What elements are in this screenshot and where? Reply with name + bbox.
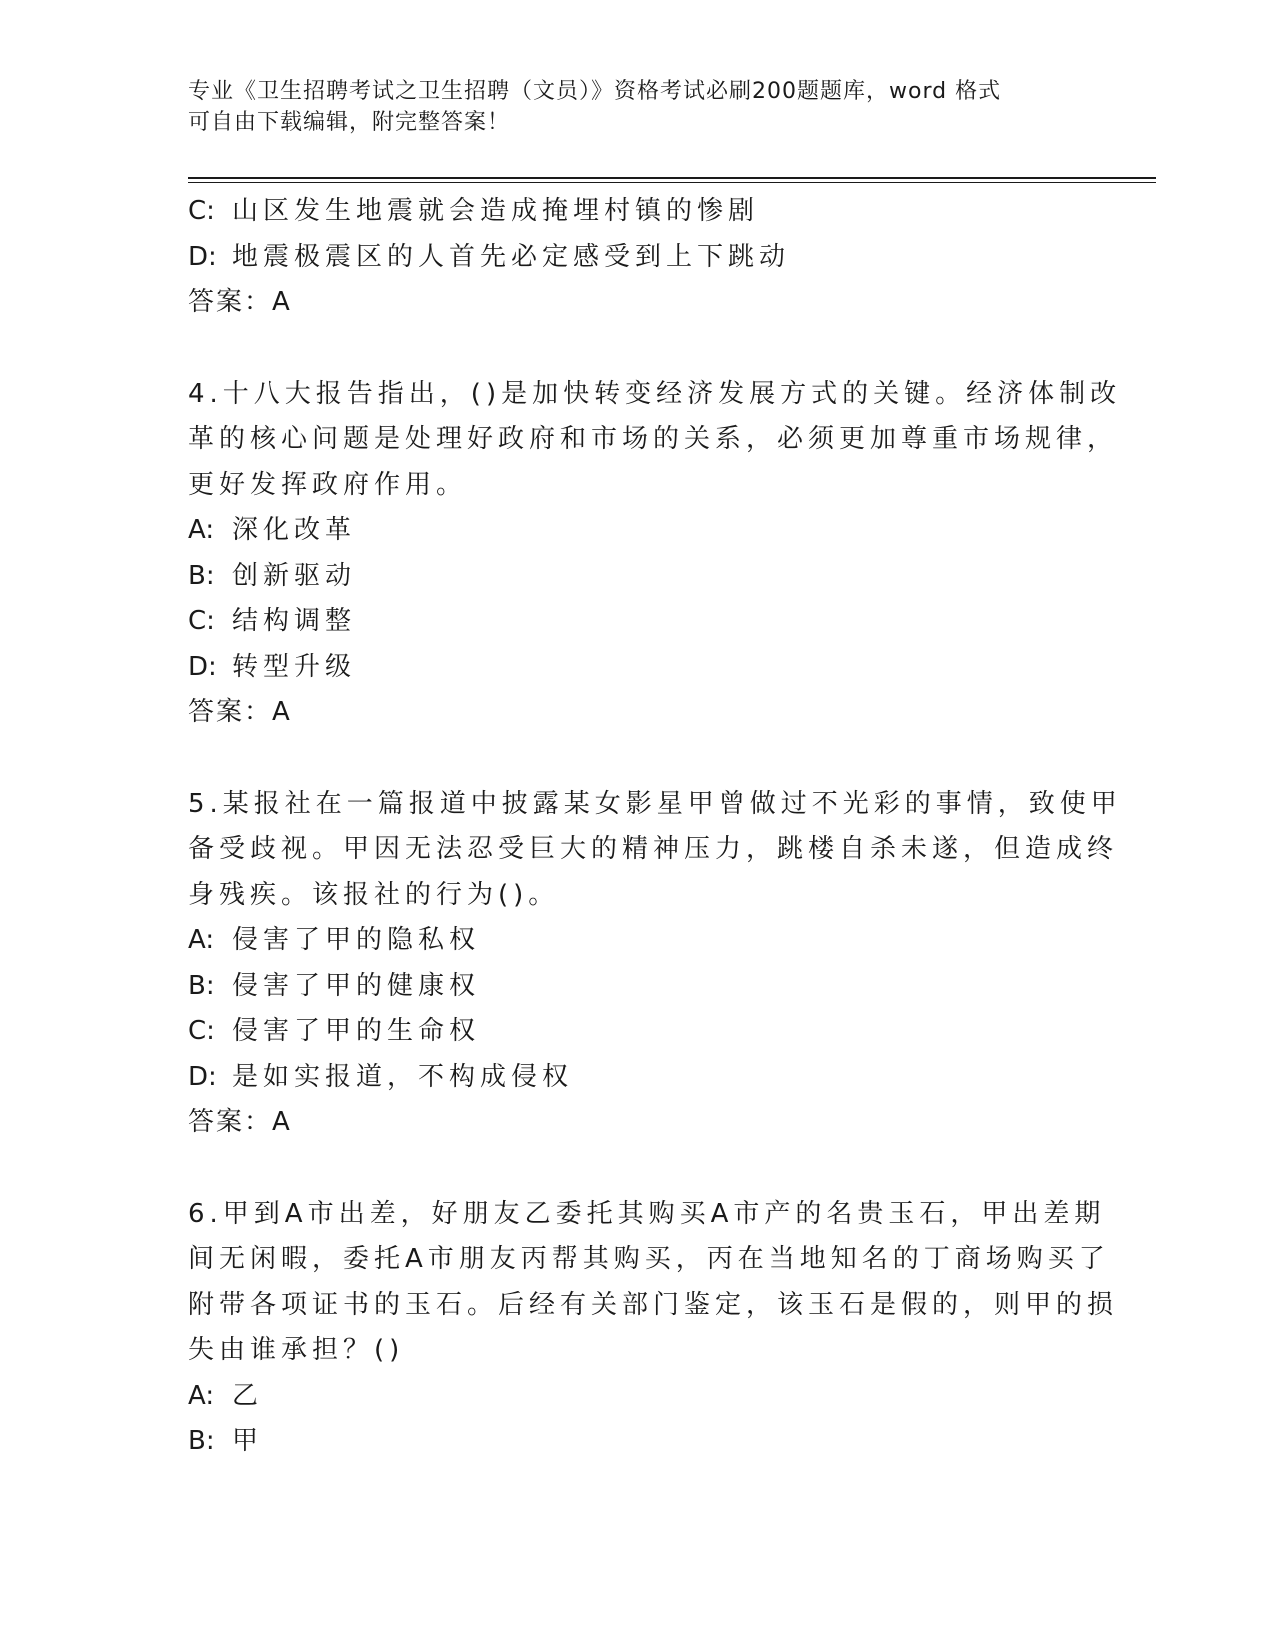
answer-line: 答案：A (188, 1107, 292, 1137)
option-row (188, 1009, 1068, 1055)
option-key: A: (188, 1380, 215, 1411)
option-row (188, 1374, 1068, 1420)
option-key: D: (188, 1061, 217, 1092)
option-text: 创新驱动 (232, 560, 357, 591)
question-list (188, 189, 1122, 1465)
answer-line: 答案：A (188, 697, 292, 727)
option-key: B: (188, 970, 215, 1001)
option-row (188, 508, 1068, 554)
question-5 (188, 782, 1122, 1146)
header-line-1: 专业《卫生招聘考试之卫生招聘（文员）》资格考试必刷200题题库，word 格式 (188, 79, 1002, 104)
answer-line: 答案：A (188, 287, 292, 317)
option-key: A: (188, 925, 215, 955)
question-carryover (188, 189, 1068, 326)
option-text: 侵害了甲的生命权 (232, 1016, 481, 1046)
document-header (188, 76, 1068, 138)
option-row (188, 1419, 1068, 1465)
option-text: 侵害了甲的隐私权 (232, 925, 481, 955)
option-text: 是如实报道，不构成侵权 (232, 1061, 574, 1092)
option-row (188, 645, 1068, 691)
question-text-line: 更好发挥政府作用。 (188, 469, 468, 500)
header-divider-thin (188, 182, 1156, 183)
option-row (188, 918, 1068, 964)
option-text: 深化改革 (232, 515, 357, 545)
question-text-line: 革的核心问题是处理好政府和市场的关系，必须更加尊重市场规律， (188, 424, 1119, 454)
question-text-line: 5.某报社在一篇报道中披露某女影星甲曾做过不光彩的事情，致使甲 (188, 788, 1122, 819)
option-key: D: (188, 241, 217, 272)
option-text: 甲 (232, 1426, 264, 1456)
option-row (188, 599, 1068, 645)
question-text-line: 备受歧视。甲因无法忍受巨大的精神压力，跳楼自杀未遂，但造成终 (188, 834, 1119, 864)
question-6 (188, 1192, 1119, 1465)
question-text-line: 附带各项证书的玉石。后经有关部门鉴定，该玉石是假的，则甲的损 (188, 1289, 1119, 1320)
option-key: C: (188, 196, 215, 226)
option-text: 乙 (232, 1380, 264, 1411)
option-row (188, 554, 1068, 600)
option-key: B: (188, 560, 215, 591)
header-divider-thick (188, 177, 1156, 179)
question-text-line: 4.十八大报告指出，()是加快转变经济发展方式的关键。经济体制改 (188, 378, 1122, 409)
option-text: 地震极震区的人首先必定感受到上下跳动 (232, 241, 791, 272)
option-key: C: (188, 1016, 215, 1046)
question-text-line: 6.甲到A市出差，好朋友乙委托其购买A市产的名贵玉石，甲出差期 (188, 1198, 1106, 1229)
option-text: 转型升级 (232, 651, 357, 682)
option-text: 山区发生地震就会造成掩埋村镇的惨剧 (232, 196, 760, 226)
header-line-2: 可自由下载编辑，附完整答案！ (188, 110, 511, 135)
question-text-line: 失由谁承担？() (188, 1335, 405, 1365)
option-row (188, 964, 1068, 1010)
option-key: D: (188, 651, 217, 682)
option-row (188, 189, 1068, 235)
option-row (188, 235, 1068, 281)
option-text: 侵害了甲的健康权 (232, 970, 481, 1001)
question-text-line: 身残疾。该报社的行为()。 (188, 879, 560, 910)
option-key: B: (188, 1426, 215, 1456)
option-row (188, 1055, 1068, 1101)
option-key: A: (188, 515, 215, 545)
question-text-line: 间无闲暇，委托A市朋友丙帮其购买，丙在当地知名的丁商场购买了 (188, 1244, 1110, 1274)
option-text: 结构调整 (232, 606, 357, 636)
question-4 (188, 372, 1122, 736)
option-key: C: (188, 606, 215, 636)
